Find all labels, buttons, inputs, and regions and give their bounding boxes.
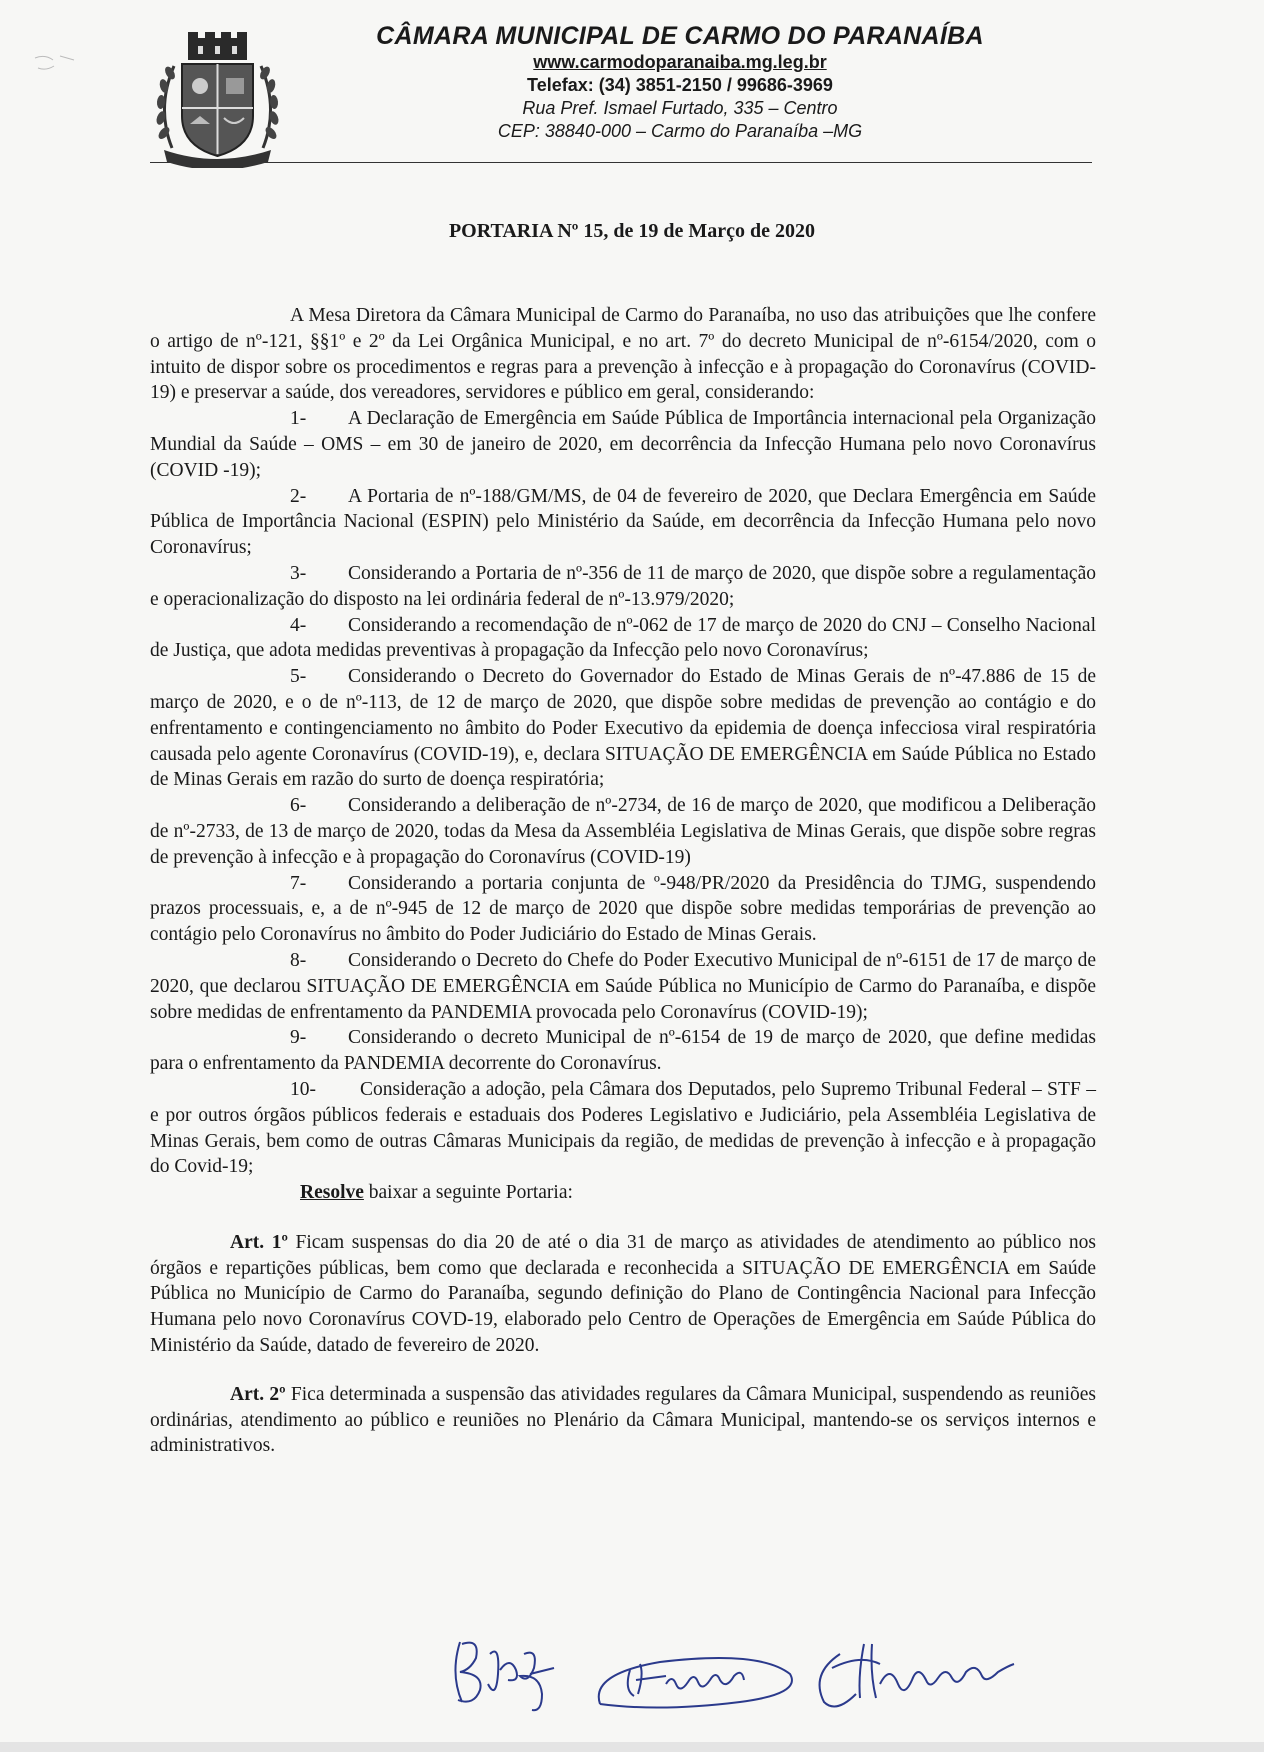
consideration-number: 8- (290, 949, 307, 971)
institution-phone: Telefax: (34) 3851-2150 / 99686-3969 (527, 75, 833, 95)
consideration-item (150, 561, 1096, 613)
scan-smudge-icon (30, 38, 90, 98)
article-text: Fica determinada a suspensão das atividades regulares da Câmara Municipal, suspendendo as reuniões ordinárias, atendimento ao público e reuniões no Plenário da Câmara Municipal, mantendo-se os serviços internos e administrativos. (150, 1383, 1096, 1457)
article-text: Ficam suspensas do dia 20 de até o dia 31 de março as atividades de atendimento ao público nos órgãos e repartições públicas, bem como que declarada e reconhecida a SITUAÇÃO DE EMERGÊNCIA em Saúde Pública no Município de Carmo do Paranaíba, segundo definição do Plano de Contingência Nacional para Infecção Humana pelo novo Coronavírus COVD-19, elaborado pelo Centro de Operações de Emergência em Saúde Pública do Ministério da Saúde, datado de fevereiro de 2020. (150, 1231, 1096, 1357)
signature-1 (455, 1642, 554, 1710)
consideration-item (150, 484, 1096, 561)
article-label: Art. 2º (230, 1383, 286, 1405)
consideration-text: Considerando a deliberação de nº-2734, de 16 de março de 2020, que modificou a Deliberação de nº-2733, de 13 de março de 2020, todas da Mesa da Assembléia Legislativa de Minas Gerais, que dispõe sobre regras de prevenção à infecção e à propagação do Coronavírus (COVID-19) (150, 795, 1096, 868)
institution-name: CÂMARA MUNICIPAL DE CARMO DO PARANAÍBA (376, 22, 984, 50)
consideration-item (150, 664, 1096, 793)
consideration-number: 5- (290, 666, 307, 688)
resolve-word: Resolve (300, 1182, 364, 1204)
consideration-number: 10- (290, 1078, 316, 1100)
consideration-number: 9- (290, 1027, 307, 1049)
consideration-text: Considerando a recomendação de nº-062 de 17 de março de 2020 do CNJ – Conselho Nacional de Justiça, que adota medidas preventivas à propagação da Infecção pelo novo Coronavírus; (150, 614, 1096, 662)
consideration-item (150, 948, 1096, 1025)
consideration-text: Considerando a portaria conjunta de º-948/PR/2020 da Presidência do TJMG, suspendendo prazos processuais, e, a de nº-945 de 12 de março de 2020 que dispõe sobre medidas temporárias de prevenção ao contágio pelo Coronavírus no âmbito do Poder Judiciário do Estado de Minas Gerais. (150, 872, 1096, 946)
signature-2 (599, 1658, 792, 1708)
document-title: PORTARIA Nº 15, de 19 de Março de 2020 (448, 220, 816, 242)
consideration-text: Consideração a adoção, pela Câmara dos Deputados, pelo Supremo Tribunal Federal – STF – e por outros órgãos públicos federais e estaduais dos Poderes Legislativo e Judiciário, pela Assembléia Legislativa de Minas Gerais, bem como de outras Câmaras Municipais da região, de medidas de prevenção à infecção e à propagação do Covid-19; (150, 1078, 1096, 1178)
consideration-text: Considerando a Portaria de nº-356 de 11 de março de 2020, que dispõe sobre a regulamentação e operacionalização do disposto na lei ordinária federal de nº-13.979/2020; (150, 562, 1096, 610)
consideration-number: 3- (290, 562, 307, 584)
institution-address: Rua Pref. Ismael Furtado, 335 – Centro (522, 98, 838, 118)
consideration-number: 1- (290, 408, 307, 430)
consideration-number: 6- (290, 795, 307, 817)
article-2 (150, 1382, 1096, 1459)
letterhead-divider (150, 162, 1092, 163)
consideration-number: 2- (290, 485, 307, 507)
consideration-item (150, 871, 1096, 948)
letterhead-text (300, 18, 1060, 143)
consideration-text: A Declaração de Emergência em Saúde Pública de Importância internacional pela Organização Mundial da Saúde – OMS – em 30 de janeiro de 2020, em decorrência da Infecção Humana pelo novo Coronavírus (COVID -19); (150, 408, 1096, 481)
consideration-text: A Portaria de nº-188/GM/MS, de 04 de fevereiro de 2020, que Declara Emergência em Saúde Pública de Importância Nacional (ESPIN) pelo Ministério da Saúde, em decorrência da Infecção Humana pelo novo Coronavírus; (150, 485, 1096, 559)
consideration-item (150, 613, 1096, 665)
scan-edge (0, 1742, 1264, 1752)
signature-3 (820, 1644, 1014, 1707)
consideration-item (150, 1077, 1096, 1180)
consideration-text: Considerando o Decreto do Chefe do Poder Executivo Municipal de nº-6151 de 17 de março de 2020, que declarou SITUAÇÃO DE EMERGÊNCIA em Saúde Pública no Município de Carmo do Paranaíba, e dispõe sobre medidas de enfrentamento da PANDEMIA provocada pelo Coronavírus (COVID-19); (150, 949, 1096, 1023)
article-label: Art. 1º (230, 1231, 288, 1253)
institution-cep: CEP: 38840-000 – Carmo do Paranaíba –MG (497, 121, 863, 141)
resolve-line (150, 1180, 1096, 1206)
consideration-item (150, 1025, 1096, 1077)
article-1 (150, 1230, 1096, 1359)
consideration-item (150, 406, 1096, 483)
consideration-number: 4- (290, 614, 307, 636)
consideration-item (150, 793, 1096, 870)
document-body (150, 303, 1096, 1482)
signatures (440, 1614, 1100, 1724)
consideration-text: Considerando o decreto Municipal de nº-6154 de 19 de março de 2020, que define medidas para o enfrentamento da PANDEMIA decorrente do Coronavírus. (150, 1027, 1096, 1075)
consideration-number: 7- (290, 872, 307, 894)
municipal-coat-of-arms-icon (150, 28, 285, 168)
letterhead (150, 18, 1095, 168)
preamble-paragraph: A Mesa Diretora da Câmara Municipal de Carmo do Paranaíba, no uso das atribuições que lhe confere o artigo de nº-121, §§1º e 2º da Lei Orgânica Municipal, e no art. 7º do decreto Municipal de nº-6154/2020, com o intuito de dispor sobre os procedimentos e regras para a prevenção à infecção e à propagação do Coronavírus (COVID-19) e preservar a saúde, dos vereadores, servidores e público em geral, considerando: (150, 305, 1096, 404)
institution-website[interactable]: www.carmodoparanaiba.mg.leg.br (533, 52, 827, 72)
consideration-text: Considerando o Decreto do Governador do Estado de Minas Gerais de nº-47.886 de 15 de março de 2020, e o de nº-113, de 12 de março de 2020, que dispõe sobre medidas de prevenção ao contágio e do enfrentamento e contingenciamento no âmbito do Poder Executivo da epidemia de doença infecciosa viral respiratória causada pelo agente Coronavírus (COVID-19), e, declara SITUAÇÃO DE EMERGÊNCIA em Saúde Pública no Estado de Minas Gerais em razão do surto de doença respiratória; (150, 666, 1096, 791)
resolve-rest: baixar a seguinte Portaria: (363, 1182, 573, 1204)
